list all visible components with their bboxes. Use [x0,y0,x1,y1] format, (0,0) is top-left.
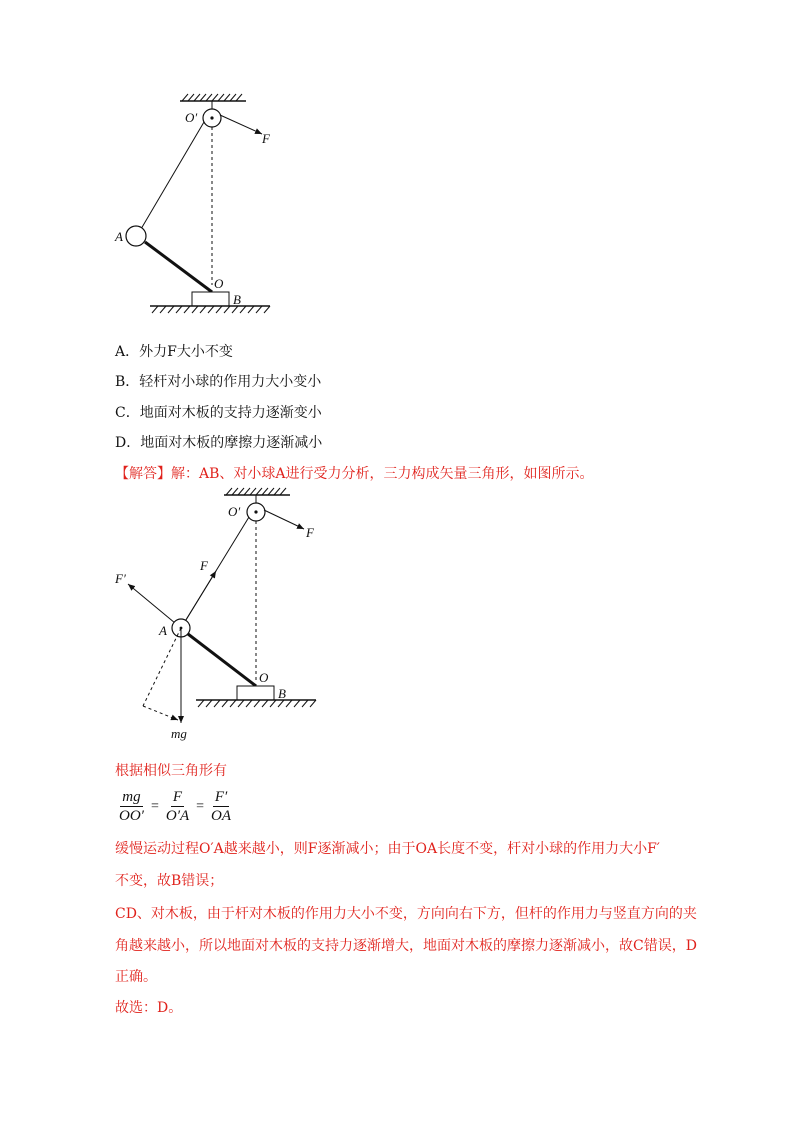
fraction-2 [164,788,191,825]
similar-triangle-text: 根据相似三角形有 [115,763,227,779]
explanation-line-3: CD、对木板，由于杆对木板的作用力大小不变，方向向右下方，但杆的作用力与竖直方向的夹 [115,906,697,922]
rod [145,242,212,292]
force-f-arrow [220,115,262,134]
label-b-2: B [278,686,286,701]
fraction-1-num: mg [122,789,141,805]
rod-2 [188,634,256,686]
force-f-right-arrow [264,510,304,529]
explanation-line-5: 正确。 [115,969,157,985]
label-o-prime-2: O′ [228,504,241,519]
answer-text: 解：AB、对小球A进行受力分析，三力构成矢量三角形，如图所示。 [171,466,594,482]
ceiling-hatch-2 [226,488,286,495]
explanation-line-4: 角越来越小，所以地面对木板的支持力逐渐增大，地面对木板的摩擦力逐渐减小，故C错误，D [115,938,697,954]
board-b-2 [237,686,274,700]
board-b [192,292,229,306]
option-d: D．地面对木板的摩擦力逐渐减小 [115,435,323,451]
label-o-2: O [259,670,269,685]
label-mg: mg [171,726,187,741]
explanation-line-2: 不变，故B错误； [115,873,224,889]
label-f-rope: F [200,558,208,573]
explanation-line-1: 缓慢运动过程O′A越来越小，则F逐渐减小；由于OA长度不变，杆对小球的作用力大小F′ [115,841,660,857]
figure-1 [0,0,800,330]
fraction-1 [117,788,146,825]
option-c: C．地面对木板的支持力逐渐变小 [115,405,322,421]
equals-1: = [150,798,159,814]
answer-tag: 【解答】 [115,466,171,482]
fraction-3-den: OA [211,808,232,824]
force-f-prime-arrow [128,584,181,628]
equals-2: = [196,798,205,814]
label-a-2: A [159,623,167,638]
label-f-right: F [306,525,314,540]
ground-hatch-2 [198,700,316,707]
fraction-3 [209,788,233,825]
label-a: A [115,229,123,244]
explanation-line-6: 故选：D。 [115,1000,183,1016]
rope-line [141,122,204,229]
dashed-triangle-arrow [143,706,178,720]
ceiling-hatch [182,94,242,101]
label-o: O [214,276,224,291]
label-o-prime: O′ [185,110,198,125]
figure-2 [0,480,800,760]
label-f-prime: F′ [115,571,126,586]
fraction-2-num: F [172,789,183,805]
ball-a [126,226,146,246]
fraction-1-den: OO′ [119,808,144,824]
dashed-triangle-side [143,628,181,706]
option-b: B．轻杆对小球的作用力大小变小 [115,374,322,390]
equation [115,788,235,825]
fraction-3-num: F′ [214,789,228,805]
fraction-2-den: O′A [165,808,190,824]
option-a: A．外力F大小不变 [115,344,233,360]
ground-hatch [152,306,270,313]
label-f: F [262,131,270,146]
label-b: B [233,292,241,307]
force-f-rope-arrow [181,571,216,628]
